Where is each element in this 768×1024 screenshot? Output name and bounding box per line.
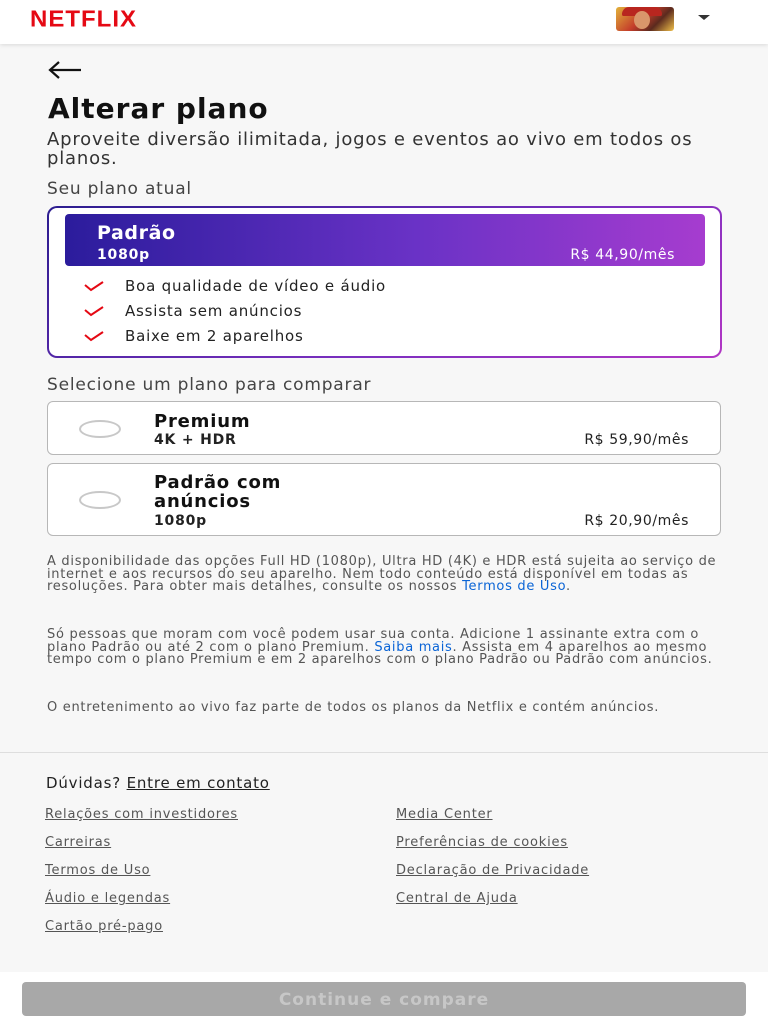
feature-text: Boa qualidade de vídeo e áudio	[125, 277, 387, 295]
footer-link-help-center[interactable]: Central de Ajuda	[396, 891, 518, 906]
current-plan-header	[65, 214, 705, 266]
questions-label: Dúvidas?	[46, 774, 121, 792]
live-note: O entretenimento ao vivo faz parte de todos os planos da Netflix e contém anúncios.	[47, 700, 660, 715]
availability-text: A disponibilidade das opções Full HD (1080p), Ultra HD (4K) e HDR está sujeita ao serviço de internet e aos recursos do seu aparelho. Nem todo conteúdo está disponível em todas as resoluções. Para obter mais detalhes, consulte os nossos	[47, 554, 717, 595]
plan-option-name: Premium	[154, 411, 251, 432]
household-text: Só pessoas que moram com você podem usar sua conta. Adicione 1 assinante extra com o plano Padrão ou até 2 com o plano Premium.	[47, 627, 700, 655]
current-plan-features	[83, 274, 386, 349]
household-note	[47, 629, 727, 667]
availability-note	[47, 556, 727, 594]
plan-option-premium[interactable]	[47, 401, 721, 455]
netflix-logo[interactable]: NETFLIX	[30, 6, 137, 33]
radio-button[interactable]	[79, 491, 121, 509]
profile-avatar[interactable]	[616, 7, 674, 31]
footer-link-privacy[interactable]: Declaração de Privacidade	[396, 863, 590, 878]
avatar-face-shape	[634, 11, 650, 29]
current-plan-card	[47, 206, 722, 358]
household-end: . Assista em 4 aparelhos ao mesmo tempo com o plano Premium e em 2 aparelhos com o plano Padrão ou Padrão com anúncios.	[47, 639, 713, 668]
page-subtitle: Aproveite diversão ilimitada, jogos e eventos ao vivo em todos os planos.	[47, 129, 693, 169]
footer-questions	[46, 774, 270, 792]
feature-item	[83, 324, 386, 349]
check-icon	[83, 304, 105, 318]
continue-compare-button[interactable]: Continue e compare	[22, 982, 746, 1016]
footer-link-terms[interactable]: Termos de Uso	[45, 863, 151, 878]
caret-down-icon[interactable]	[698, 15, 710, 20]
check-icon	[83, 279, 105, 293]
terms-link[interactable]: Termos de Uso	[462, 579, 566, 595]
feature-item	[83, 274, 386, 299]
check-icon	[83, 329, 105, 343]
current-plan-label: Seu plano atual	[47, 179, 192, 199]
current-plan-price: R$ 44,90/mês	[570, 247, 675, 263]
page-title: Alterar plano	[48, 92, 269, 125]
plan-option-resolution: 1080p	[154, 513, 207, 529]
contact-link[interactable]: Entre em contato	[126, 774, 270, 792]
footer-link-careers[interactable]: Carreiras	[45, 835, 112, 850]
footer-link-gift-card[interactable]: Cartão pré-pago	[45, 919, 163, 934]
radio-button[interactable]	[79, 420, 121, 438]
availability-end: .	[566, 579, 571, 595]
current-plan-resolution: 1080p	[97, 247, 150, 263]
top-bar	[0, 0, 768, 44]
plan-option-price: R$ 59,90/mês	[584, 432, 689, 448]
current-plan-card-body	[49, 208, 720, 356]
plan-option-standard-ads[interactable]	[47, 463, 721, 536]
current-plan-name: Padrão	[97, 222, 176, 244]
plan-option-name: Padrão com anúncios	[154, 472, 282, 512]
learn-more-link[interactable]: Saiba mais	[374, 639, 453, 655]
plan-option-price: R$ 20,90/mês	[584, 513, 689, 529]
footer-divider	[0, 752, 768, 753]
footer-link-media-center[interactable]: Media Center	[396, 807, 493, 822]
back-button[interactable]	[47, 56, 83, 84]
feature-text: Assista sem anúncios	[125, 302, 303, 320]
feature-text: Baixe em 2 aparelhos	[125, 327, 304, 345]
footer-link-investors[interactable]: Relações com investidores	[45, 807, 238, 822]
compare-label: Selecione um plano para comparar	[47, 375, 372, 395]
feature-item	[83, 299, 386, 324]
arrow-left-icon	[47, 56, 83, 84]
plan-option-resolution: 4K + HDR	[154, 432, 237, 448]
footer-link-cookie-preferences[interactable]: Preferências de cookies	[396, 835, 568, 850]
footer-link-audio-subtitles[interactable]: Áudio e legendas	[45, 891, 171, 906]
